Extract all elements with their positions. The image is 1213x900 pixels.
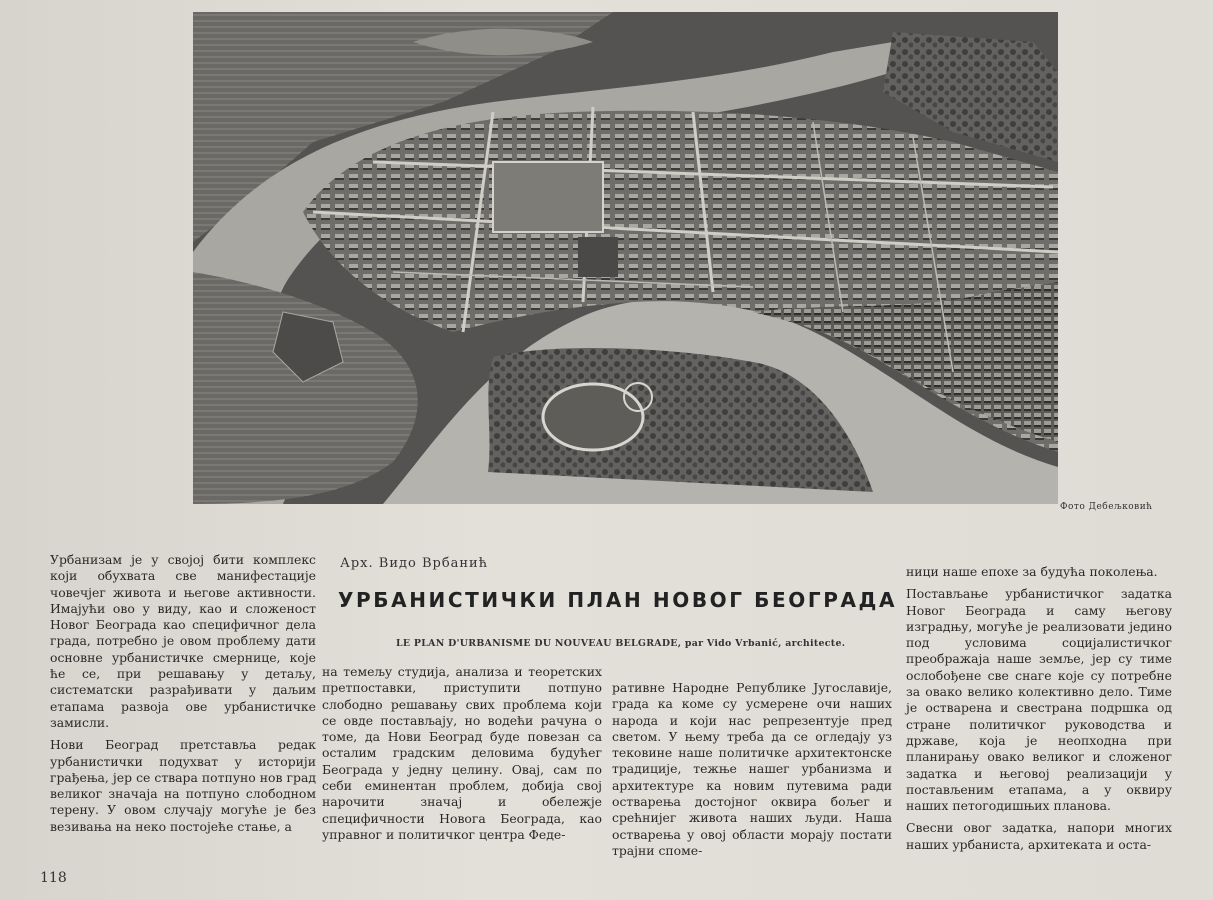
- article-author: Арх. Видо Врбанић: [340, 556, 489, 571]
- paragraph: ративне Народне Републике Југославије, града ка коме су усмерене очи наших народа и који нас репрезентује пред светом. У њему треба да се огледају уз тековине наше политичке архитектонске традиције, тежње нашег урбанизма и архитектуре ка новим путевима ради остварења достојног оквира бољег и срећнијег живота наших људи. Наша остварења у овој области морају постати трајни споме-: [612, 680, 892, 858]
- text-column-3: [612, 680, 892, 865]
- paragraph: Нови Београд претставља редак урбанистички подухват у историји грађења, јер се ствара потпуно нов град великог значаја на потпуно слободном терену. У овом случају могуће је без везивања на неко постојеће стање, а: [50, 737, 316, 834]
- article-subtitle: LE PLAN D'URBANISME DU NOUVEAU BELGRADE, par Vido Vrbanić, architecte.: [396, 638, 846, 649]
- city-model-image: [193, 12, 1058, 504]
- text-column-2: [322, 664, 602, 849]
- paragraph: Свесни овог задатка, напори многих наших урбаниста, архитеката и оста-: [906, 820, 1172, 852]
- page-number: 118: [40, 870, 67, 886]
- text-column-1: [50, 552, 316, 841]
- paragraph: ници наше епохе за будућа поколења.: [906, 564, 1158, 579]
- paragraph: на темељу студија, анализа и теоретских претпоставки, приступити потпуно слободно решавању свих проблема који се овде постављају, но водећи рачуна о томе, да Нови Београд буде повезан са осталим градским деловима будућег Београда у једну целину. Овај, сам по себи еминентан проблем, добија свој нарочити значај и обележје специфичности Новога Београда, као управног и политичког центра Феде-: [322, 664, 602, 842]
- photo-credit: Фото Дебељковић: [1060, 502, 1153, 512]
- city-model-photo: [193, 12, 1058, 504]
- text-column-4: [906, 564, 1172, 859]
- paragraph: Урбанизам је у својој бити комплекс који обухвата све манифестације човечјег живота и његове активности. Имајући ово у виду, као и сложеност Новог Београда као специфичног дела града, потребно је овом проблему дати основне урбанистичке смернице, које ће се, при решавању у детаљу, систематски разрађивати у даљим етапама развоја ове урбанистичке замисли.: [50, 552, 316, 730]
- paragraph: Постављање урбанистичког задатка Новог Београда и саму његову изградњу, могуће је реализовати једино под условима социјалистичког преображаја наше земље, јер су тиме ослобођене све снаге које су потребне за овако велико колективно дело. Тиме је остварена и свестрана подршка од стране политичког руководства и државе, која је неопходна при планирању овако великог и сложеног задатка и његовој реализацији у постављеним етапама, а у оквиру наших петогодишњих планова.: [906, 586, 1172, 814]
- article-title: УРБАНИСТИЧКИ ПЛАН НОВОГ БЕОГРАДА: [338, 588, 898, 612]
